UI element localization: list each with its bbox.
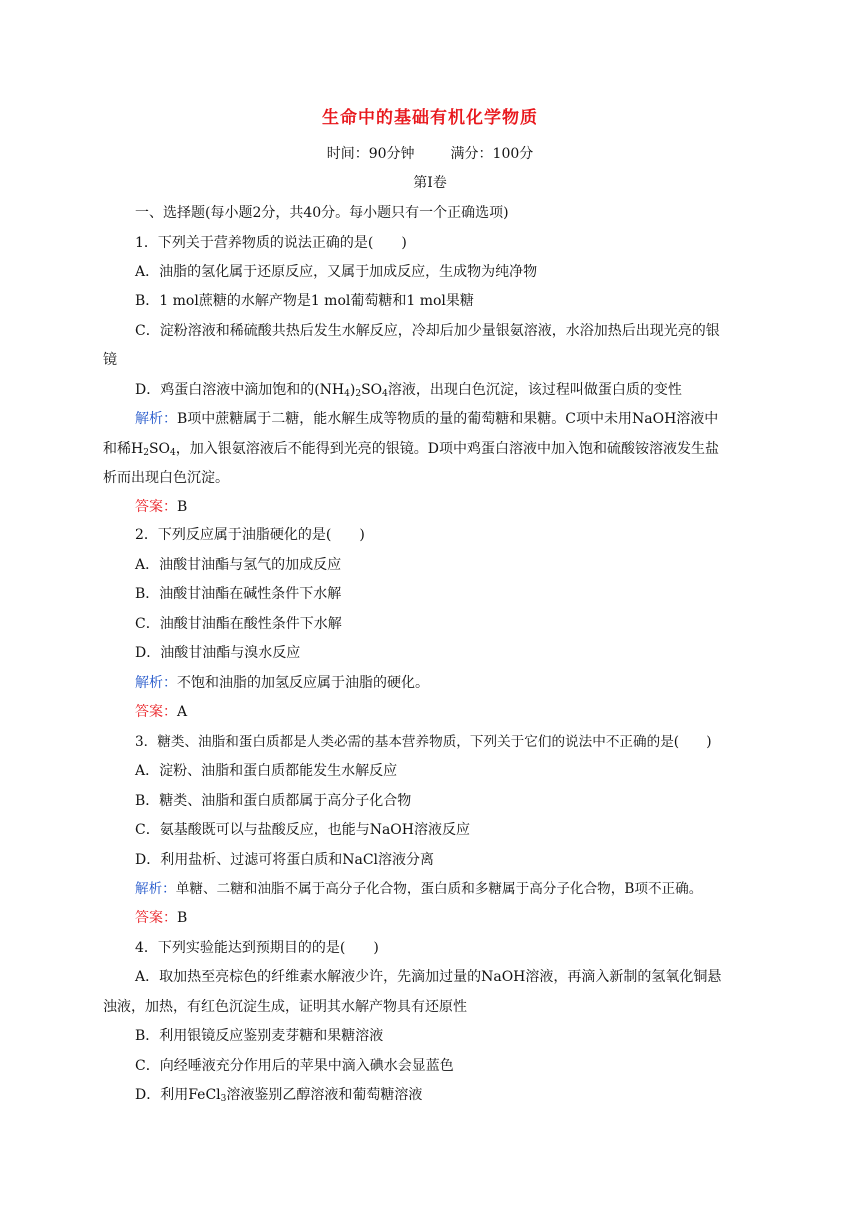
analysis-label: 解析： — [135, 411, 177, 427]
q2-option-c: C．油酸甘油酯在酸性条件下水解 — [135, 616, 342, 632]
q3-stem: 3．糖类、油脂和蛋白质都是人类必需的基本营养物质，下列关于它们的说法中不正确的是( ) — [135, 734, 712, 750]
q4-stem: 4．下列实验能达到预期目的的是( ) — [135, 940, 379, 956]
q4-option-a-line2: 浊液，加热，有红色沉淀生成，证明其水解产物具有还原性 — [103, 999, 467, 1015]
q3-option-d: D．利用盐析、过滤可将蛋白质和NaCl溶液分离 — [135, 852, 435, 868]
time-limit: 时间：90分钟 — [326, 146, 415, 162]
q2-analysis: 解析：不饱和油脂的加氢反应属于油脂的硬化。 — [135, 675, 429, 691]
q1-option-d: D．鸡蛋白溶液中滴加饱和的$(NH_4)_2SO_4$溶液，出现白色沉淀，该过程叫做蛋白质的变性 — [135, 382, 682, 399]
q3-option-c: C．氨基酸既可以与盐酸反应，也能与NaOH溶液反应 — [135, 822, 470, 838]
q2-answer: 答案：A — [135, 704, 188, 720]
q1-option-a: A．油脂的氢化属于还原反应，又属于加成反应，生成物为纯净物 — [135, 264, 538, 280]
q3-answer: 答案：B — [135, 910, 188, 926]
section-heading: 一、选择题(每小题2分，共40分。每小题只有一个正确选项) — [135, 205, 509, 221]
volume-label: 第Ⅰ卷 — [413, 175, 447, 191]
q4-option-b: B．利用银镜反应鉴别麦芽糖和果糖溶液 — [135, 1028, 384, 1044]
q2-option-a: A．油酸甘油酯与氢气的加成反应 — [135, 557, 342, 573]
q4-option-d: D．利用FeCl$_3$溶液鉴别乙醇溶液和葡萄糖溶液 — [135, 1087, 423, 1104]
q1-option-c-line2: 镜 — [103, 352, 117, 368]
exam-meta — [0, 143, 860, 163]
q2-option-b: B．油酸甘油酯在碱性条件下水解 — [135, 586, 342, 602]
q1-analysis-line1: 解析：B项中蔗糖属于二糖，能水解生成等物质的量的葡萄糖和果糖。C项中未用NaOH溶液中 — [135, 411, 719, 427]
analysis-label: 解析： — [135, 675, 177, 691]
q3-analysis: 解析：单糖、二糖和油脂不属于高分子化合物，蛋白质和多糖属于高分子化合物，B项不正确。 — [135, 881, 703, 897]
document-title: 生命中的基础有机化学物质 — [322, 108, 538, 128]
q1-analysis-line2: 和稀$H_2SO_4$，加入银氨溶液后不能得到光亮的银镜。D项中鸡蛋白溶液中加入饱和硫酸铵溶液发生盐 — [103, 441, 719, 458]
q1-option-c-line1: C．淀粉溶液和稀硫酸共热后发生水解反应，冷却后加少量银氨溶液，水浴加热后出现光亮的银 — [135, 323, 720, 339]
q4-option-c: C．向经唾液充分作用后的苹果中滴入碘水会显蓝色 — [135, 1058, 454, 1074]
answer-label: 答案： — [135, 499, 177, 515]
q1-option-b: B．1 mol蔗糖的水解产物是1 mol葡萄糖和1 mol果糖 — [135, 293, 474, 309]
answer-label: 答案： — [135, 910, 177, 926]
answer-label: 答案： — [135, 704, 177, 720]
q1-stem: 1．下列关于营养物质的说法正确的是( ) — [135, 235, 407, 251]
analysis-label: 解析： — [135, 881, 176, 897]
q3-option-b: B．糖类、油脂和蛋白质都属于高分子化合物 — [135, 793, 412, 809]
q3-option-a: A．淀粉、油脂和蛋白质都能发生水解反应 — [135, 763, 398, 779]
q1-answer: 答案：B — [135, 499, 188, 515]
q2-stem: 2．下列反应属于油脂硬化的是( ) — [135, 527, 365, 543]
q4-option-a-line1: A．取加热至亮棕色的纤维素水解液少许，先滴加过量的NaOH溶液，再滴入新制的氢氧化铜悬 — [135, 969, 722, 985]
q1-analysis-line3: 析而出现白色沉淀。 — [103, 470, 229, 486]
full-score: 满分：100分 — [450, 146, 534, 162]
q2-option-d: D．油酸甘油酯与溴水反应 — [135, 645, 301, 661]
